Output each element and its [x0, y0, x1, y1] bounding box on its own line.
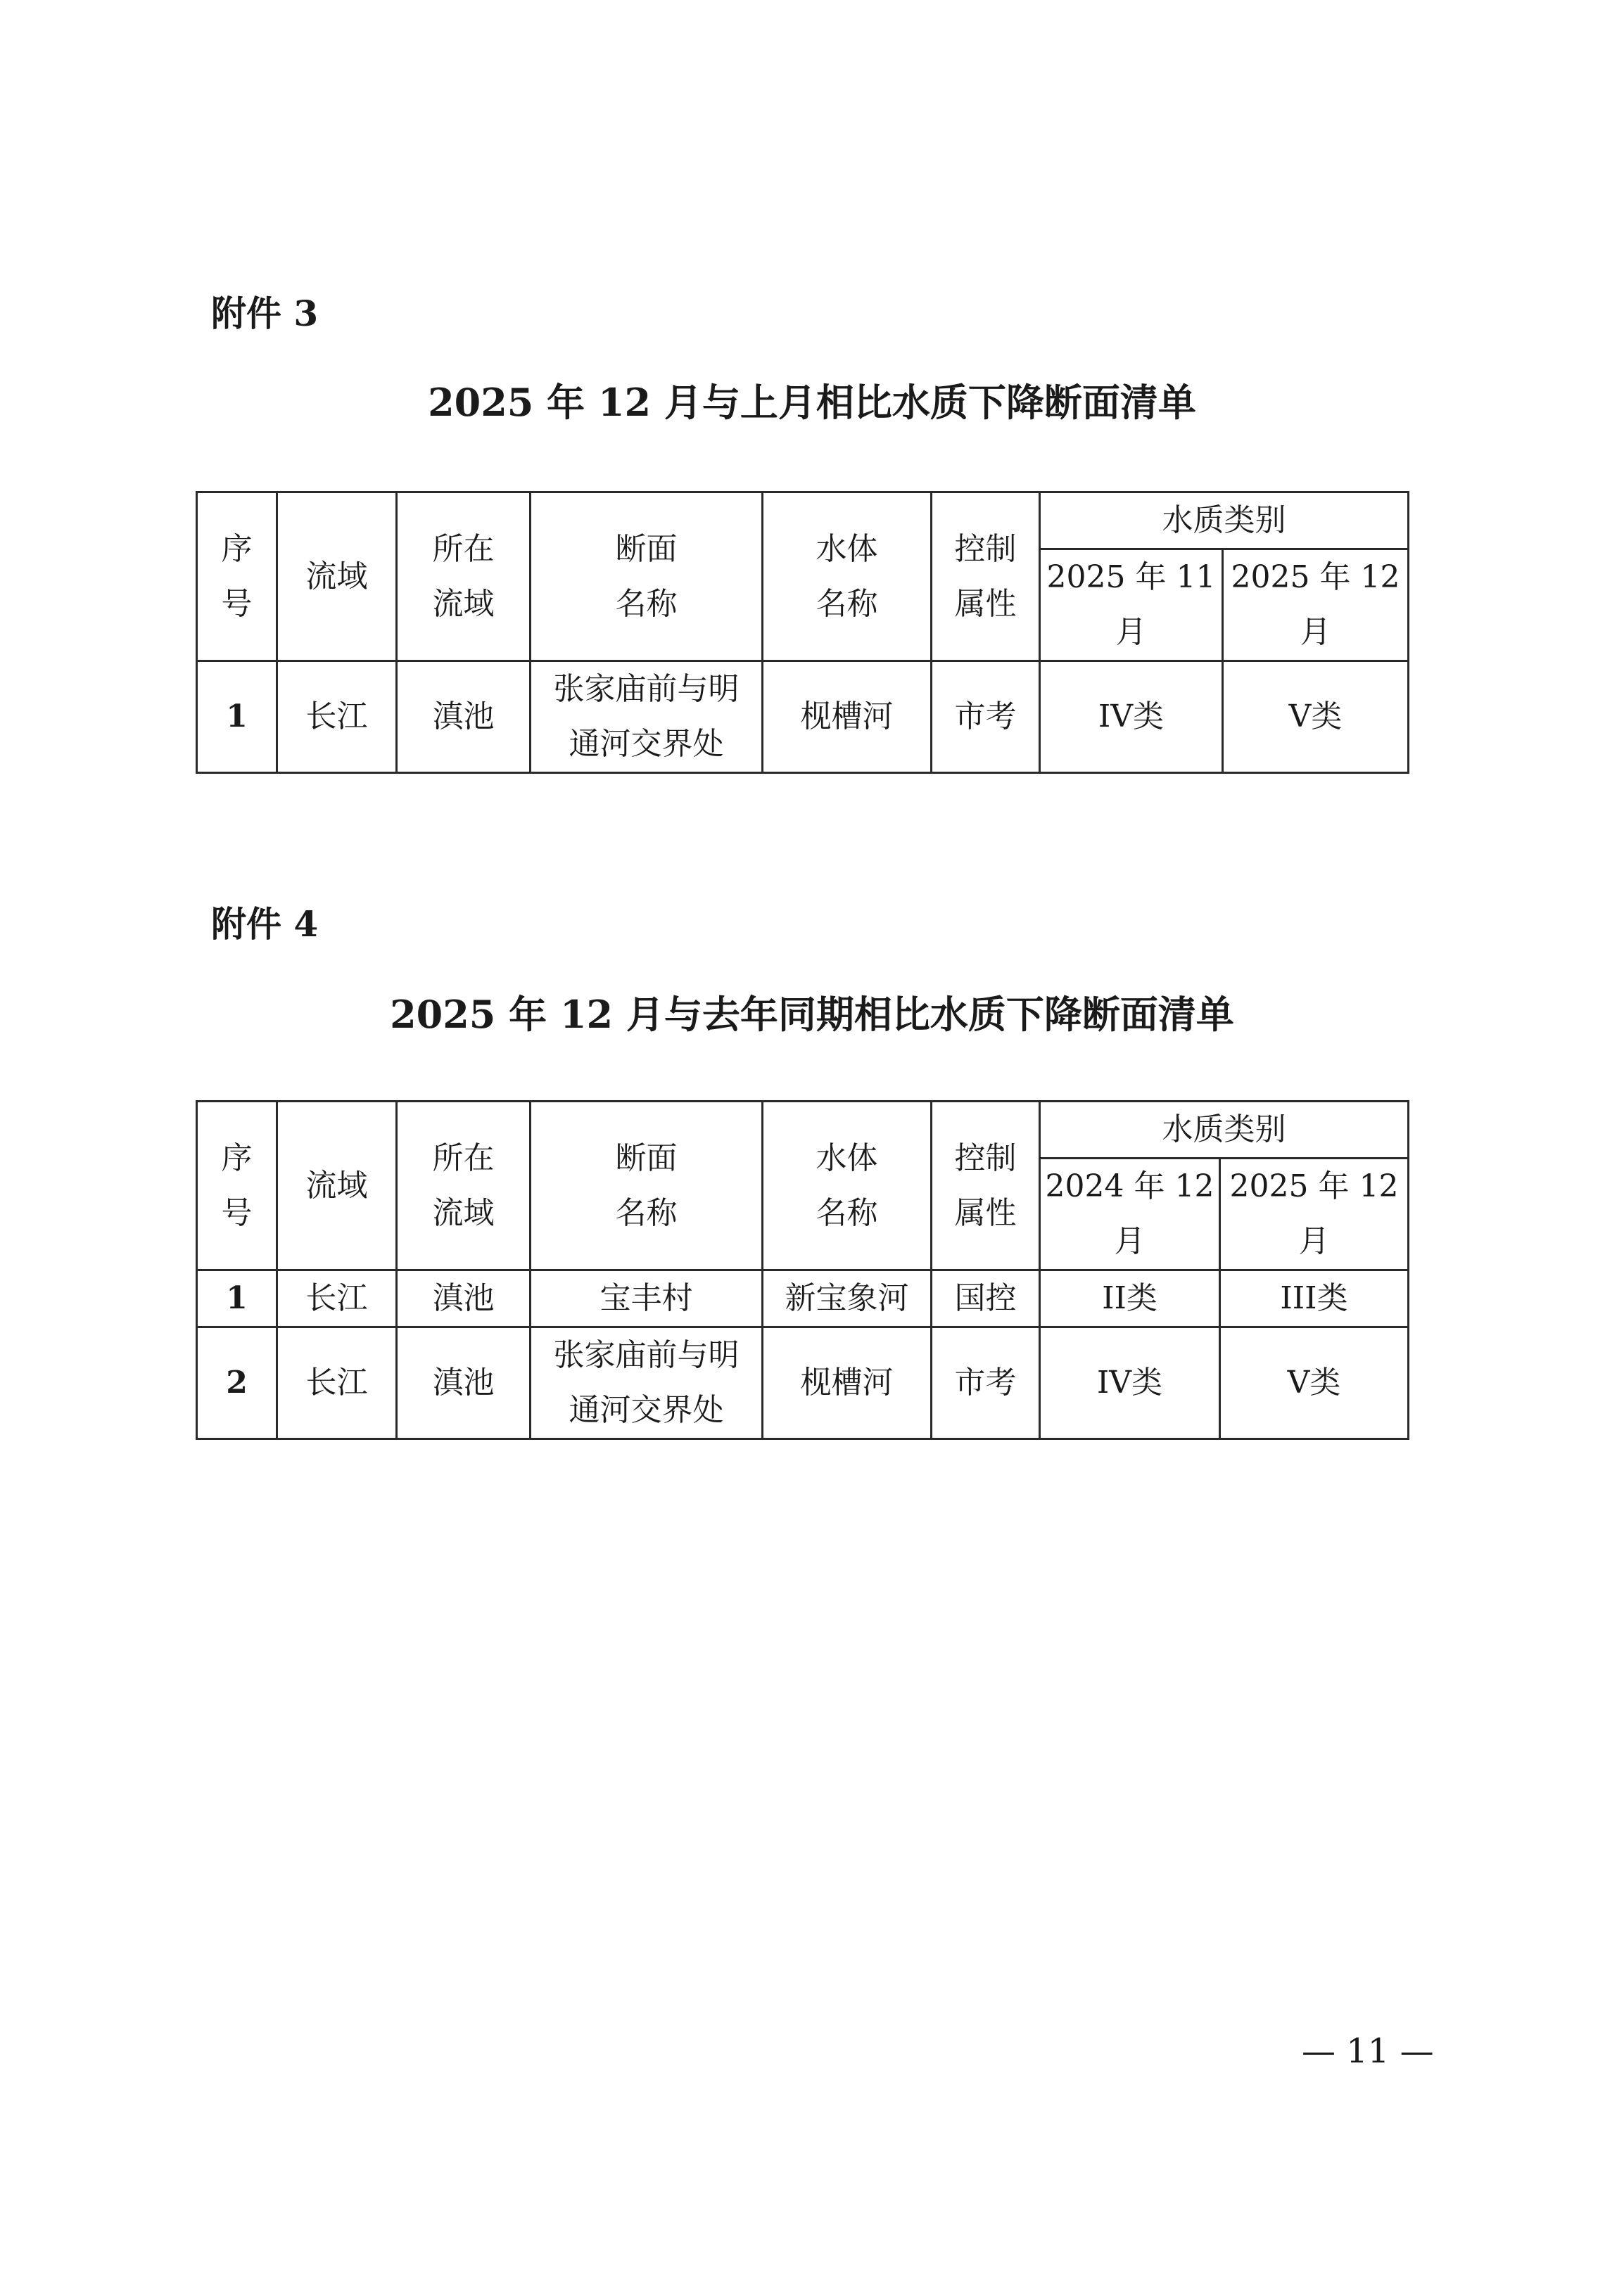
page-number: — 11 —: [1302, 2032, 1434, 2071]
cell-section-name: 宝丰村: [531, 1270, 763, 1327]
cell-section-name: 张家庙前与明 通河交界处: [531, 1327, 763, 1439]
header-seq: 序 号: [197, 1102, 277, 1270]
header-period-b: 2025 年 12 月: [1223, 549, 1409, 661]
cell-control: 市考: [932, 1327, 1040, 1439]
attachment-4-table: [196, 1100, 1409, 1440]
table-header-row: [197, 1102, 1409, 1159]
cell-category-b: V类: [1223, 661, 1409, 773]
cell-category-b: V类: [1220, 1327, 1409, 1439]
cell-category-a: IV类: [1040, 1327, 1220, 1439]
header-period-b: 2025 年 12 月: [1220, 1159, 1409, 1270]
cell-control: 市考: [932, 661, 1040, 773]
header-water-quality: 水质类别: [1040, 1102, 1409, 1159]
header-period-a: 2024 年 12 月: [1040, 1159, 1220, 1270]
cell-category-a: II类: [1040, 1270, 1220, 1327]
cell-sub-basin: 滇池: [397, 661, 531, 773]
cell-seq: 2: [197, 1327, 277, 1439]
header-basin: 流域: [277, 492, 397, 661]
cell-category-a: IV类: [1040, 661, 1223, 773]
attachment-3-title: 2025 年 12 月与上月相比水质下降断面清单: [428, 380, 1196, 425]
cell-seq: 1: [197, 1270, 277, 1327]
table-header-row: [197, 492, 1409, 549]
header-section-name: 断面 名称: [531, 1102, 763, 1270]
cell-water-body: 枧槽河: [763, 661, 932, 773]
header-control: 控制 属性: [932, 1102, 1040, 1270]
attachment-3-label: 附件 3: [211, 293, 319, 334]
header-basin: 流域: [277, 1102, 397, 1270]
cell-category-b: III类: [1220, 1270, 1409, 1327]
cell-basin: 长江: [277, 661, 397, 773]
header-period-a: 2025 年 11 月: [1040, 549, 1223, 661]
header-water-body: 水体 名称: [763, 492, 932, 661]
cell-water-body: 新宝象河: [763, 1270, 932, 1327]
cell-basin: 长江: [277, 1270, 397, 1327]
cell-control: 国控: [932, 1270, 1040, 1327]
header-water-body: 水体 名称: [763, 1102, 932, 1270]
cell-water-body: 枧槽河: [763, 1327, 932, 1439]
cell-seq: 1: [197, 661, 277, 773]
header-sub-basin: 所在 流域: [397, 492, 531, 661]
attachment-4-title: 2025 年 12 月与去年同期相比水质下降断面清单: [390, 992, 1234, 1037]
cell-section-name: 张家庙前与明 通河交界处: [531, 661, 763, 773]
attachment-3-table: [196, 491, 1409, 774]
header-water-quality: 水质类别: [1040, 492, 1409, 549]
table-row: [197, 661, 1409, 773]
header-sub-basin: 所在 流域: [397, 1102, 531, 1270]
attachment-4-label: 附件 4: [211, 903, 319, 945]
header-section-name: 断面 名称: [531, 492, 763, 661]
header-control: 控制 属性: [932, 492, 1040, 661]
header-seq: 序 号: [197, 492, 277, 661]
cell-sub-basin: 滇池: [397, 1270, 531, 1327]
table-row: [197, 1270, 1409, 1327]
cell-basin: 长江: [277, 1327, 397, 1439]
table-row: [197, 1327, 1409, 1439]
cell-sub-basin: 滇池: [397, 1327, 531, 1439]
